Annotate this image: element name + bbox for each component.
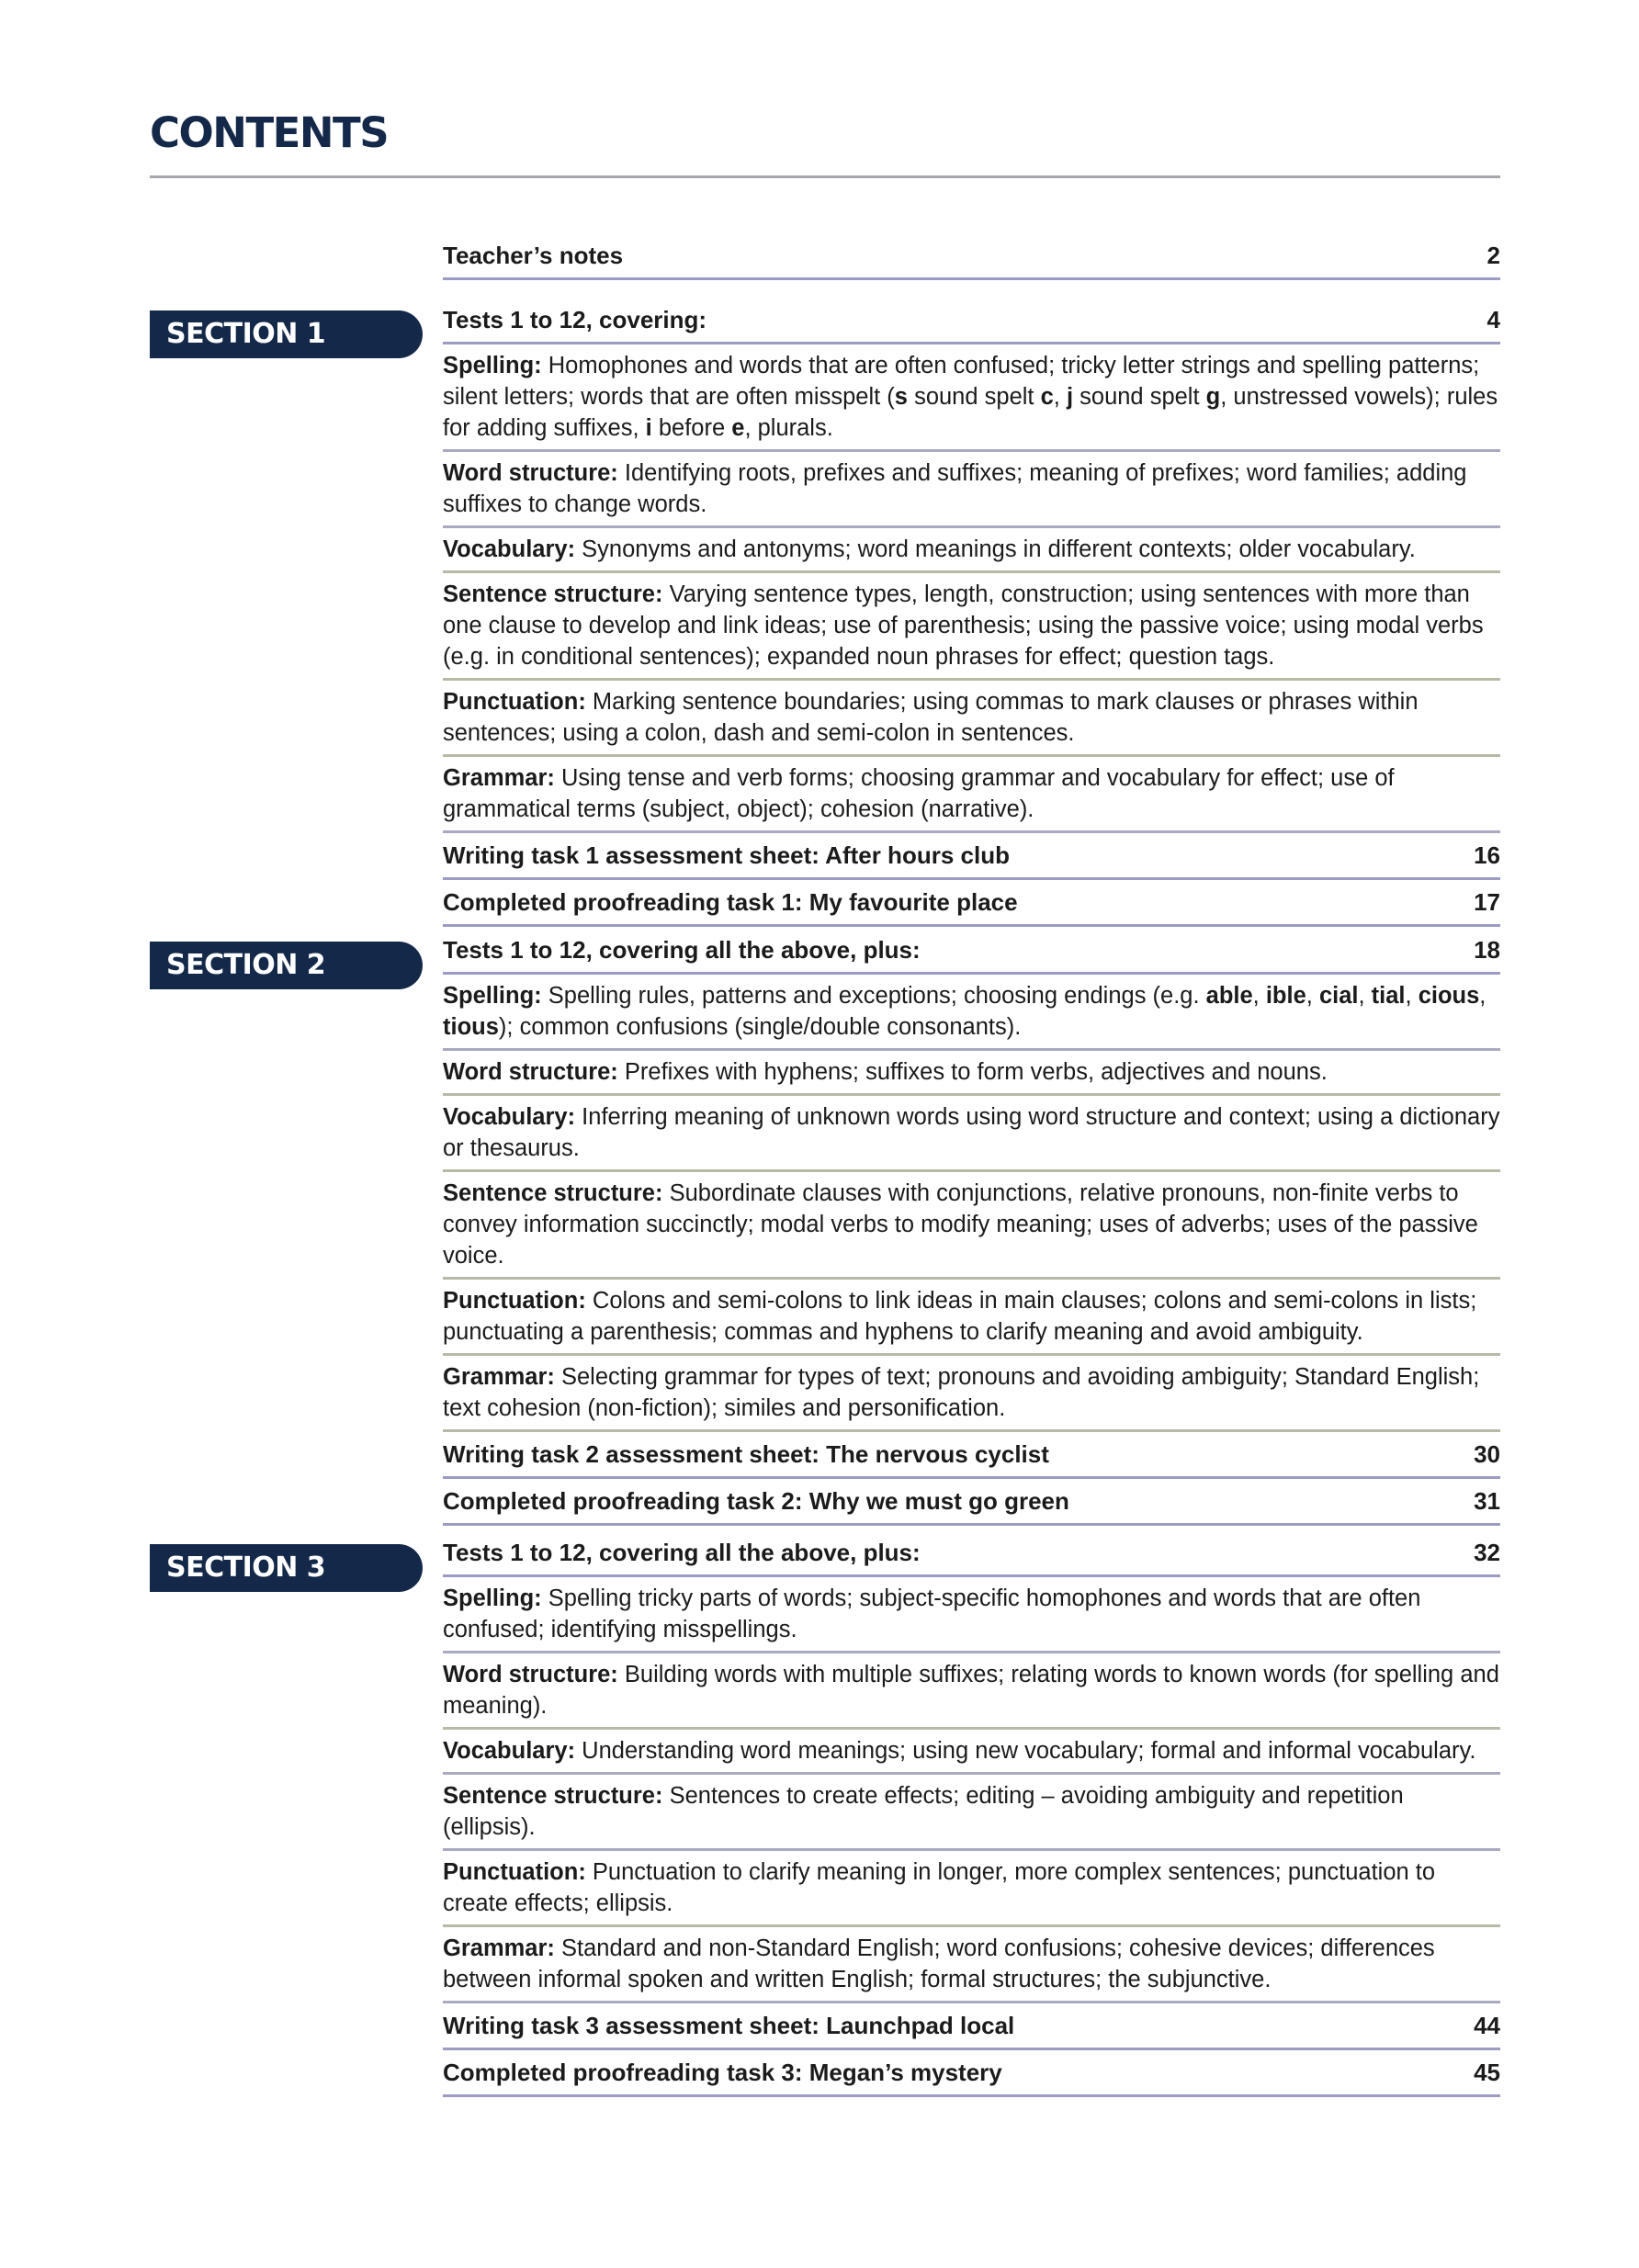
topic-name: Spelling: (443, 1585, 542, 1611)
topic-text: , (1053, 384, 1067, 410)
entry-title: Tests 1 to 12, covering all the above, plus: (443, 1539, 921, 1566)
section-1-badge: SECTION 1 (150, 310, 423, 358)
topic-text: Spelling tricky parts of words; subject-specific homophones and words that are often confused; identifying misspellings. (443, 1585, 1421, 1642)
topic-sentence-structure (443, 1172, 1500, 1280)
topic-text: tious (443, 1014, 499, 1040)
topic-grammar (443, 1356, 1500, 1432)
section-1-entries (443, 299, 1500, 927)
topic-spelling (443, 975, 1500, 1051)
entry-page: 18 (1474, 936, 1500, 964)
entry-title: Writing task 3 assessment sheet: Launchpad local (443, 2012, 1015, 2039)
topic-text: , (1306, 983, 1319, 1009)
topic-text: Subordinate clauses with conjunctions, relative pronouns, non-finite verbs to convey information succinctly; modal verbs to modify meaning; uses of adverbs; uses of the passive voice. (443, 1180, 1478, 1269)
topic-vocabulary (443, 528, 1500, 573)
topic-text: Using tense and verb forms; choosing grammar and vocabulary for effect; use of grammatical terms (subject, object); cohesion (narrative). (443, 765, 1395, 822)
topic-text: cial (1318, 983, 1359, 1009)
proofreading-task-3[interactable] (443, 2050, 1500, 2097)
entry-page: 2 (1486, 242, 1500, 269)
section-3-head[interactable] (443, 1532, 1500, 1577)
entry-title: Writing task 2 assessment sheet: The nervous cyclist (443, 1440, 1049, 1468)
topic-word-structure (443, 1653, 1500, 1730)
topic-word-structure (443, 1051, 1500, 1096)
entry-title: Completed proofreading task 1: My favourite place (443, 888, 1018, 916)
topic-punctuation (443, 1851, 1500, 1927)
topic-name: Sentence structure: (443, 1180, 663, 1206)
topic-text: tial (1371, 983, 1406, 1009)
topic-name: Grammar: (443, 1935, 555, 1961)
topic-name: Punctuation: (443, 1288, 586, 1314)
topic-sentence-structure (443, 1775, 1500, 1851)
entry-title: Teacher’s notes (443, 242, 624, 269)
topic-name: Vocabulary: (443, 1104, 576, 1130)
topic-text: Sentences to create effects; editing – avoiding ambiguity and repetition (ellipsis). (443, 1783, 1404, 1840)
entry-page: 44 (1474, 2012, 1500, 2039)
topic-spelling (443, 344, 1500, 452)
topic-text: able (1205, 983, 1253, 1009)
topic-text: , (1252, 983, 1266, 1009)
topic-text: Inferring meaning of unknown words using word structure and context; using a dictionary or thesaurus. (443, 1104, 1500, 1161)
topic-text: c (1040, 384, 1054, 410)
topic-text: Punctuation to clarify meaning in longer, more complex sentences; punctuation to create effects; ellipsis. (443, 1859, 1436, 1916)
topic-sentence-structure (443, 573, 1500, 681)
entry-page: 30 (1474, 1440, 1500, 1468)
topic-text: j (1066, 384, 1074, 410)
topic-text: Homophones and words that are often confused; tricky letter strings and spelling patterns; silent letters; words that are often misspelt ( (443, 353, 1480, 410)
entry-page: 45 (1474, 2059, 1500, 2086)
topic-name: Vocabulary: (443, 1738, 576, 1764)
topic-text: before (651, 415, 732, 441)
topic-grammar (443, 1927, 1500, 2003)
section-2-badge: SECTION 2 (150, 942, 423, 989)
title-divider (150, 175, 1500, 178)
writing-task-2[interactable] (443, 1432, 1500, 1479)
entry-page: 32 (1474, 1539, 1500, 1566)
entry-title: Tests 1 to 12, covering: (443, 306, 707, 333)
topic-text: g (1205, 384, 1221, 410)
page-title: CONTENTS (150, 108, 389, 157)
topic-text: Prefixes with hyphens; suffixes to form verbs, adjectives and nouns. (624, 1059, 1328, 1085)
entry-title: Writing task 1 assessment sheet: After hours club (443, 841, 1010, 869)
section-3-entries (443, 1532, 1500, 2097)
topic-text: ); common confusions (single/double consonants). (498, 1014, 1022, 1040)
topic-text: sound spelt (1073, 384, 1206, 410)
topic-text: , (1479, 983, 1486, 1009)
topic-text: , unstressed vowels); rules for adding suffixes, (443, 384, 1498, 441)
topic-text: Building words with multiple suffixes; relating words to known words (for spelling and meaning). (443, 1662, 1499, 1719)
entry-page: 31 (1474, 1487, 1500, 1515)
topic-name: Grammar: (443, 1364, 555, 1390)
topic-vocabulary (443, 1730, 1500, 1775)
topic-text: cious (1418, 983, 1480, 1009)
topic-text: Synonyms and antonyms; word meanings in different contexts; older vocabulary. (582, 536, 1416, 562)
topic-text: s (894, 384, 908, 410)
topic-name: Sentence structure: (443, 581, 663, 607)
topic-text: , plurals. (744, 415, 833, 441)
proofreading-task-2[interactable] (443, 1479, 1500, 1526)
topic-spelling (443, 1577, 1500, 1653)
topic-name: Spelling: (443, 983, 542, 1009)
topic-text: sound spelt (907, 384, 1041, 410)
topic-punctuation (443, 681, 1500, 757)
entry-title: Tests 1 to 12, covering all the above, plus: (443, 936, 921, 964)
topic-vocabulary (443, 1096, 1500, 1172)
topic-name: Punctuation: (443, 689, 586, 715)
topic-name: Vocabulary: (443, 536, 576, 562)
topic-name: Spelling: (443, 353, 542, 378)
topic-text: Spelling rules, patterns and exceptions; choosing endings (e.g. (548, 983, 1206, 1009)
topic-text: ible (1265, 983, 1306, 1009)
section-2-head[interactable] (443, 930, 1500, 975)
entry-title: Completed proofreading task 3: Megan’s mystery (443, 2059, 1002, 2086)
topic-text: Selecting grammar for types of text; pronouns and avoiding ambiguity; Standard English; text cohesion (non-fiction); similes and personification. (443, 1364, 1480, 1421)
topic-text: , (1405, 983, 1419, 1009)
contents-entry-teachers-notes[interactable] (443, 233, 1500, 280)
topic-name: Word structure: (443, 1662, 618, 1687)
topic-name: Grammar: (443, 765, 555, 791)
topic-word-structure (443, 452, 1500, 528)
entry-page: 17 (1474, 888, 1500, 916)
topic-text: e (731, 415, 745, 441)
topic-text: Colons and semi-colons to link ideas in main clauses; colons and semi-colons in lists; punctuating a parenthesis; commas and hyphens to clarify meaning and avoid ambiguity. (443, 1288, 1477, 1345)
topic-punctuation (443, 1280, 1500, 1356)
topic-text: Identifying roots, prefixes and suffixes; meaning of prefixes; word families; adding suffixes to change words. (443, 460, 1467, 517)
topic-text: Varying sentence types, length, construction; using sentences with more than one clause to develop and link ideas; use of parenthesis; using the passive voice; using modal verbs (e.g. in conditional sentences); expanded noun phrases for effect; question tags. (443, 581, 1484, 670)
topic-text: , (1358, 983, 1372, 1009)
entry-page: 16 (1474, 841, 1500, 869)
writing-task-1[interactable] (443, 833, 1500, 880)
topic-name: Sentence structure: (443, 1783, 663, 1809)
writing-task-3[interactable] (443, 2003, 1500, 2050)
topic-name: Punctuation: (443, 1859, 586, 1885)
section-3-badge: SECTION 3 (150, 1544, 423, 1592)
topic-text: Understanding word meanings; using new vocabulary; formal and informal vocabulary. (582, 1738, 1476, 1764)
topic-text: Marking sentence boundaries; using commas to mark clauses or phrases within sentences; using a colon, dash and semi-colon in sentences. (443, 689, 1419, 746)
section-2-entries (443, 930, 1500, 1526)
section-1-head[interactable] (443, 299, 1500, 344)
topic-text: i (645, 415, 652, 441)
entry-page: 4 (1486, 306, 1500, 333)
entry-title: Completed proofreading task 2: Why we must go green (443, 1487, 1069, 1515)
proofreading-task-1[interactable] (443, 880, 1500, 927)
topic-grammar (443, 757, 1500, 833)
topic-name: Word structure: (443, 1059, 618, 1085)
topic-name: Word structure: (443, 460, 618, 486)
topic-text: Standard and non-Standard English; word confusions; cohesive devices; differences between informal spoken and written English; formal structures; the subjunctive. (443, 1935, 1435, 1992)
